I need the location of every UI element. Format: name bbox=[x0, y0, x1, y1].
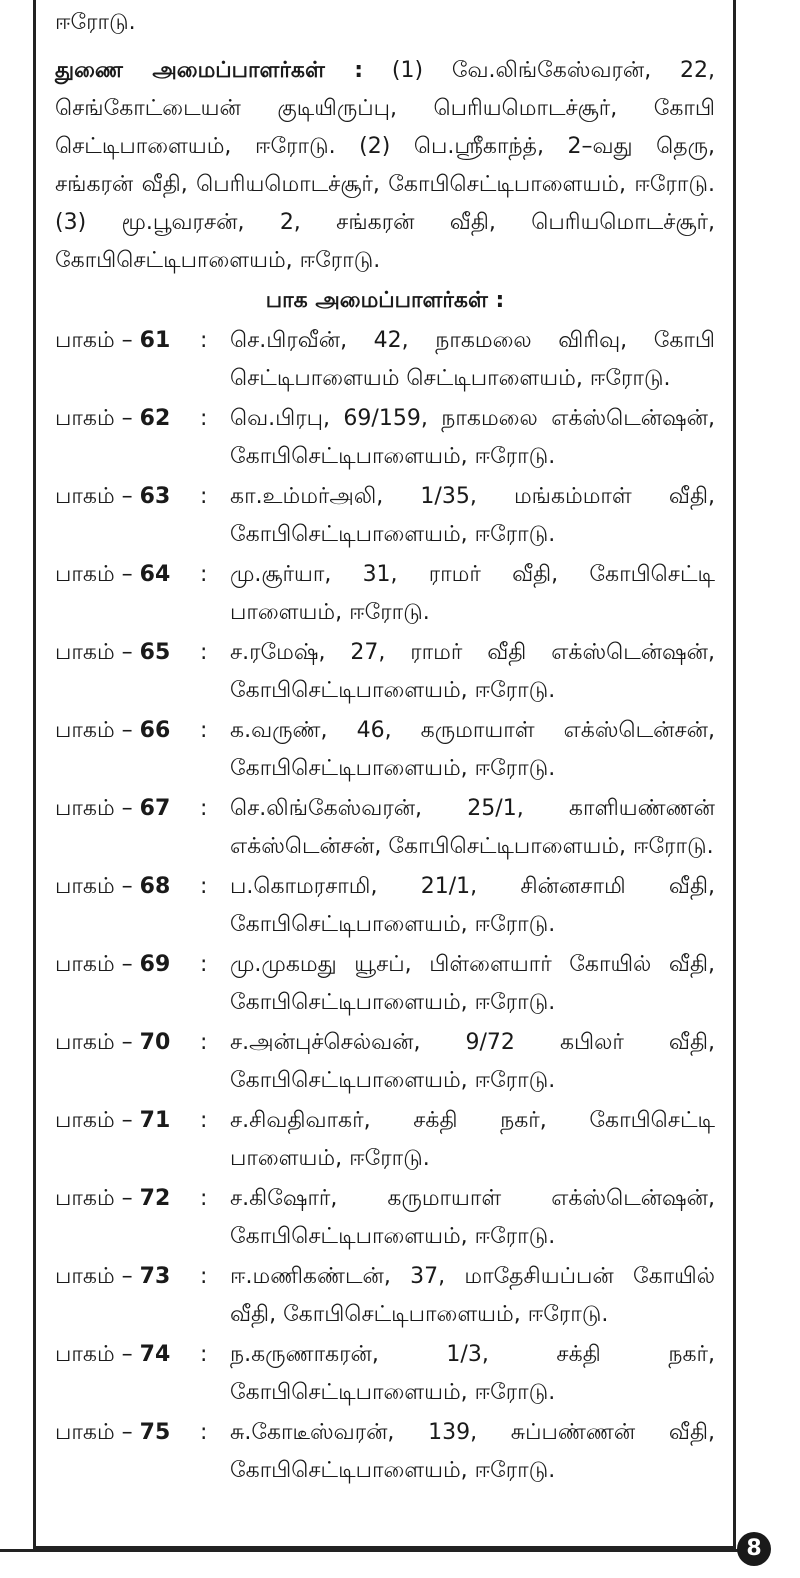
part-label: பாகம் – bbox=[55, 1420, 140, 1445]
list-item bbox=[55, 1414, 715, 1490]
part-label: பாகம் – bbox=[55, 796, 140, 821]
part-number: 67 bbox=[139, 796, 171, 821]
colon-separator: : bbox=[200, 1342, 208, 1367]
part-number-label bbox=[55, 712, 200, 788]
part-number: 72 bbox=[139, 1186, 171, 1211]
part-label: பாகம் – bbox=[55, 1186, 140, 1211]
part-number: 69 bbox=[139, 952, 171, 977]
colon-separator: : bbox=[200, 1420, 208, 1445]
organizer-address: ச.கிஷோர், கருமாயாள் எக்ஸ்டென்ஷன், கோபிசெட்டிபாளையம், ஈரோடு. bbox=[230, 1186, 715, 1249]
part-label: பாகம் – bbox=[55, 328, 140, 353]
part-number: 64 bbox=[139, 562, 171, 587]
part-number-label bbox=[55, 400, 200, 476]
deputy-organizers-label: துணை அமைப்பாளர்கள் : bbox=[55, 58, 364, 83]
part-label: பாகம் – bbox=[55, 562, 140, 587]
colon-separator: : bbox=[200, 1030, 208, 1055]
part-number: 66 bbox=[139, 718, 171, 743]
part-label: பாகம் – bbox=[55, 1264, 140, 1289]
part-label: பாகம் – bbox=[55, 952, 140, 977]
part-number-label bbox=[55, 1024, 200, 1100]
part-number-label bbox=[55, 556, 200, 632]
colon-separator: : bbox=[200, 718, 208, 743]
colon-separator: : bbox=[200, 952, 208, 977]
continued-line-tail: ஈரோடு. bbox=[55, 10, 136, 35]
part-number-label bbox=[55, 868, 200, 944]
part-label: பாகம் – bbox=[55, 1030, 140, 1055]
part-number: 61 bbox=[139, 328, 171, 353]
part-label: பாகம் – bbox=[55, 640, 140, 665]
colon-separator: : bbox=[200, 874, 208, 899]
organizer-address: மு.சூர்யா, 31, ராமர் வீதி, கோபிசெட்டி பாளையம், ஈரோடு. bbox=[230, 562, 715, 625]
part-number: 68 bbox=[139, 874, 171, 899]
organizer-address: மு.முகமது யூசப், பிள்ளையார் கோயில் வீதி, கோபிசெட்டிபாளையம், ஈரோடு. bbox=[230, 952, 715, 1015]
part-number-label bbox=[55, 634, 200, 710]
document-body bbox=[55, 2, 715, 1492]
part-number: 74 bbox=[139, 1342, 171, 1367]
colon-separator: : bbox=[200, 1186, 208, 1211]
part-number: 73 bbox=[139, 1264, 171, 1289]
list-item bbox=[55, 712, 715, 788]
deputy-organizers-paragraph bbox=[55, 52, 715, 280]
list-item bbox=[55, 1258, 715, 1334]
deputy-organizers-text: (1) வே.லிங்கேஸ்வரன், 22, செங்கோட்டையன் குடியிருப்பு, பெரியமொடச்சூர், கோபி செட்டிபாளையம், ஈரோடு. (2) பெ.ஸ்ரீகாந்த், 2–வது தெரு, சங்கரன் வீதி, பெரியமொடச்சூர், கோபிசெட்டிபாளையம், ஈரோடு. (3) மூ.பூவரசன், 2, சங்கரன் வீதி, பெரியமொடச்சூர், கோபிசெட்டிபாளையம், ஈரோடு. bbox=[55, 58, 716, 273]
part-number: 71 bbox=[139, 1108, 171, 1133]
list-item bbox=[55, 634, 715, 710]
part-number-label bbox=[55, 1258, 200, 1334]
part-number: 62 bbox=[139, 406, 171, 431]
list-item bbox=[55, 556, 715, 632]
bottom-rule bbox=[0, 1549, 752, 1552]
colon-separator: : bbox=[200, 640, 208, 665]
part-organizers-list bbox=[55, 322, 715, 1490]
part-number-label bbox=[55, 478, 200, 554]
list-item bbox=[55, 1024, 715, 1100]
organizer-address: க.வருண், 46, கருமாயாள் எக்ஸ்டென்சன், கோபிசெட்டிபாளையம், ஈரோடு. bbox=[230, 718, 715, 781]
colon-separator: : bbox=[200, 562, 208, 587]
colon-separator: : bbox=[200, 484, 208, 509]
organizer-address: ச.சிவதிவாகர், சக்தி நகர், கோபிசெட்டி பாளையம், ஈரோடு. bbox=[230, 1108, 715, 1171]
part-number-label bbox=[55, 1102, 200, 1178]
part-label: பாகம் – bbox=[55, 406, 140, 431]
organizer-address: சு.கோடீஸ்வரன், 139, சுப்பண்ணன் வீதி, கோபிசெட்டிபாளையம், ஈரோடு. bbox=[230, 1420, 715, 1483]
organizer-address: செ.லிங்கேஸ்வரன், 25/1, காளியண்ணன் எக்ஸ்டென்சன், கோபிசெட்டிபாளையம், ஈரோடு. bbox=[230, 796, 715, 859]
part-label: பாகம் – bbox=[55, 1108, 140, 1133]
organizer-address: ச.அன்புச்செல்வன், 9/72 கபிலர் வீதி, கோபிசெட்டிபாளையம், ஈரோடு. bbox=[230, 1030, 715, 1093]
colon-separator: : bbox=[200, 328, 208, 353]
list-item bbox=[55, 478, 715, 554]
part-label: பாகம் – bbox=[55, 718, 140, 743]
organizer-address: ப.கொமரசாமி, 21/1, சின்னசாமி வீதி, கோபிசெட்டிபாளையம், ஈரோடு. bbox=[230, 874, 715, 937]
continued-text bbox=[55, 2, 715, 42]
part-number-label bbox=[55, 1336, 200, 1412]
part-number: 70 bbox=[139, 1030, 171, 1055]
part-number-label bbox=[55, 1414, 200, 1490]
organizer-address: கா.உம்மர்அலி, 1/35, மங்கம்மாள் வீதி, கோபிசெட்டிபாளையம், ஈரோடு. bbox=[230, 484, 715, 547]
list-item bbox=[55, 322, 715, 398]
list-item bbox=[55, 868, 715, 944]
section-heading: பாக அமைப்பாளர்கள் : bbox=[265, 288, 505, 313]
part-number-label bbox=[55, 946, 200, 1022]
page-number-badge: 8 bbox=[737, 1532, 771, 1566]
list-item bbox=[55, 790, 715, 866]
part-number: 75 bbox=[139, 1420, 171, 1445]
part-number-label bbox=[55, 1180, 200, 1256]
colon-separator: : bbox=[200, 1264, 208, 1289]
list-item bbox=[55, 1336, 715, 1412]
organizer-address: ந.கருணாகரன், 1/3, சக்தி நகர், கோபிசெட்டிபாளையம், ஈரோடு. bbox=[230, 1342, 715, 1405]
organizer-address: செ.பிரவீன், 42, நாகமலை விரிவு, கோபி செட்டிபாளையம் செட்டிபாளையம், ஈரோடு. bbox=[230, 328, 715, 391]
part-number-label bbox=[55, 322, 200, 398]
list-item bbox=[55, 1180, 715, 1256]
colon-separator: : bbox=[200, 406, 208, 431]
part-number: 65 bbox=[139, 640, 171, 665]
list-item bbox=[55, 400, 715, 476]
colon-separator: : bbox=[200, 796, 208, 821]
part-label: பாகம் – bbox=[55, 874, 140, 899]
organizer-address: வெ.பிரபு, 69/159, நாகமலை எக்ஸ்டென்ஷன், கோபிசெட்டிபாளையம், ஈரோடு. bbox=[230, 406, 715, 469]
part-label: பாகம் – bbox=[55, 484, 140, 509]
list-item bbox=[55, 1102, 715, 1178]
part-number-label bbox=[55, 790, 200, 866]
part-label: பாகம் – bbox=[55, 1342, 140, 1367]
organizer-address: ச.ரமேஷ், 27, ராமர் வீதி எக்ஸ்டென்ஷன், கோபிசெட்டிபாளையம், ஈரோடு. bbox=[230, 640, 715, 703]
list-item bbox=[55, 946, 715, 1022]
colon-separator: : bbox=[200, 1108, 208, 1133]
organizer-address: ஈ.மணிகண்டன், 37, மாதேசியப்பன் கோயில் வீதி, கோபிசெட்டிபாளையம், ஈரோடு. bbox=[230, 1264, 715, 1327]
part-number: 63 bbox=[139, 484, 171, 509]
